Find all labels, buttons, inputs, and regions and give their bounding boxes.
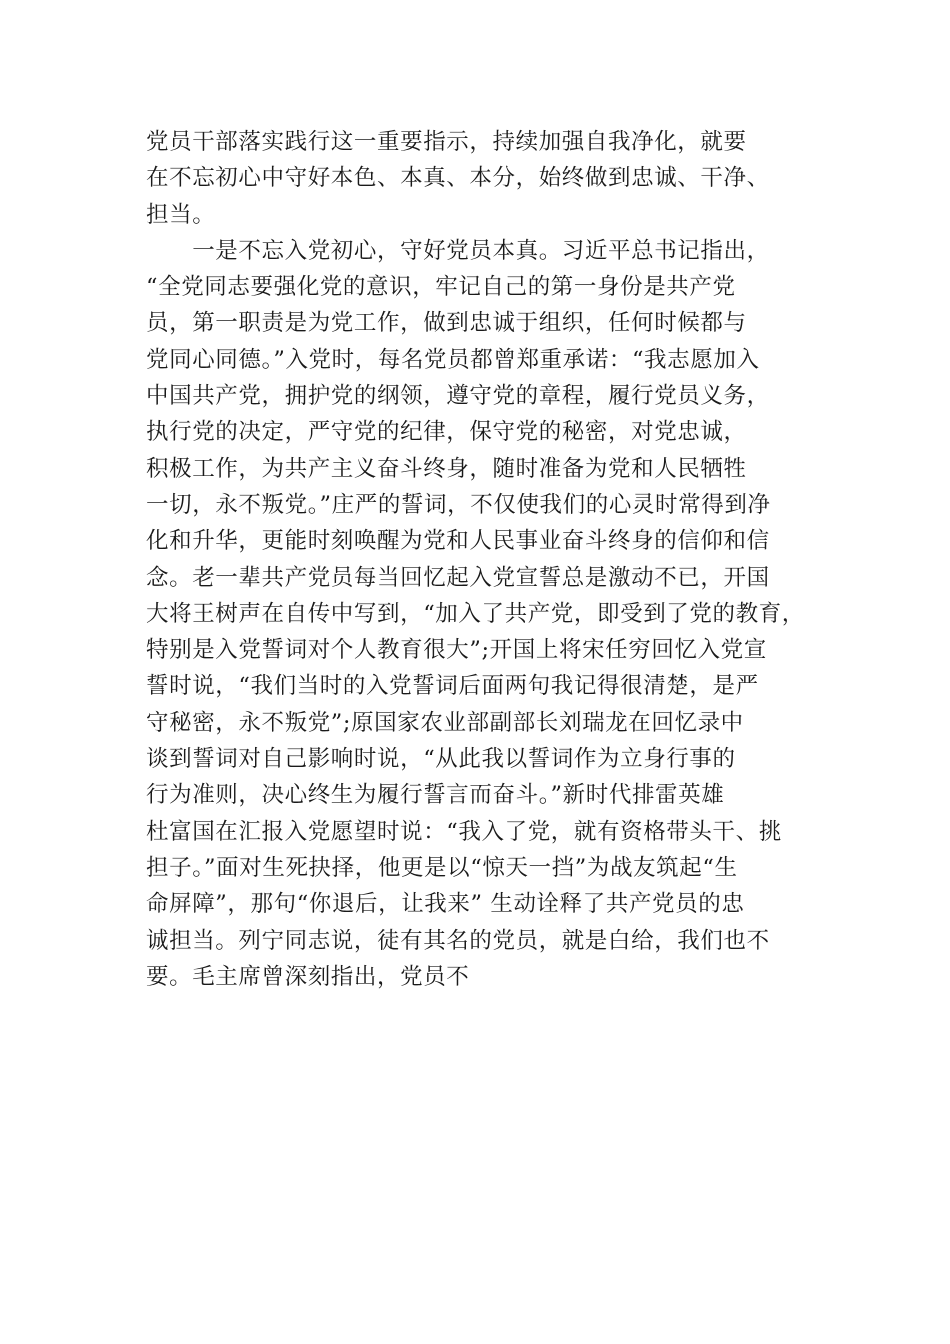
text-line: 一是不忘入党初心，守好党员本真。习近平总书记指出， <box>146 237 770 264</box>
text-line: 执行党的决定，严守党的纪律，保守党的秘密，对党忠诚， <box>146 419 747 446</box>
text-line: 党同心同德。”入党时，每名党员都曾郑重承诺：“我志愿加入 <box>146 346 760 373</box>
text-line: 员，第一职责是为党工作，做到忠诚于组织，任何时候都与 <box>146 310 747 337</box>
text-line: 一切，永不叛党。”庄严的誓词，不仅使我们的心灵时常得到净 <box>146 491 771 518</box>
text-line: 担子。”面对生死抉择，他更是以“惊天一挡”为战友筑起“生 <box>146 854 738 881</box>
text-line: 行为准则，决心终生为履行誓言而奋斗。”新时代排雷英雄 <box>146 782 725 809</box>
text-line: 积极工作，为共产主义奋斗终身，随时准备为党和人民牺牲 <box>146 455 747 482</box>
text-line: 化和升华，更能时刻唤醒为党和人民事业奋斗终身的信仰和信 <box>146 528 770 555</box>
text-line: 特别是入党誓词对个人教育很大”;开国上将宋任穷回忆入党宣 <box>146 637 767 664</box>
text-line: 要。毛主席曾深刻指出，党员不 <box>146 963 470 990</box>
text-line: 诚担当。列宁同志说，徒有其名的党员，就是白给，我们也不 <box>146 927 770 954</box>
text-line: 谈到誓词对自己影响时说，“从此我以誓词作为立身行事的 <box>146 746 736 773</box>
text-line: 党员干部落实践行这一重要指示，持续加强自我净化，就要 <box>146 129 747 155</box>
text-line: 誓时说，“我们当时的入党誓词后面两句我记得很清楚，是严 <box>146 673 759 700</box>
text-line: 守秘密，永不叛党”;原国家农业部副部长刘瑞龙在回忆录中 <box>146 709 744 736</box>
text-line: 念。老一辈共产党员每当回忆起入党宣誓总是激动不已，开国 <box>146 564 770 591</box>
text-line: 杜富国在汇报入党愿望时说：“我入了党，就有资格带头干、挑 <box>146 818 782 845</box>
text-line: “全党同志要强化党的意识，牢记自己的第一身份是共产党 <box>146 274 736 301</box>
text-line: 在不忘初心中守好本色、本真、本分，始终做到忠诚、干净、 <box>146 165 770 192</box>
text-line: 命屏障”，那句“你退后，让我来” 生动诠释了共产党员的忠 <box>146 891 745 918</box>
text-line: 大将王树声在自传中写到，“加入了共产党，即受到了党的教育， <box>146 600 805 627</box>
text-line: 中国共产党，拥护党的纲领，遵守党的章程，履行党员义务， <box>146 383 770 410</box>
text-line: 担当。 <box>146 201 216 228</box>
body-text <box>146 124 846 995</box>
